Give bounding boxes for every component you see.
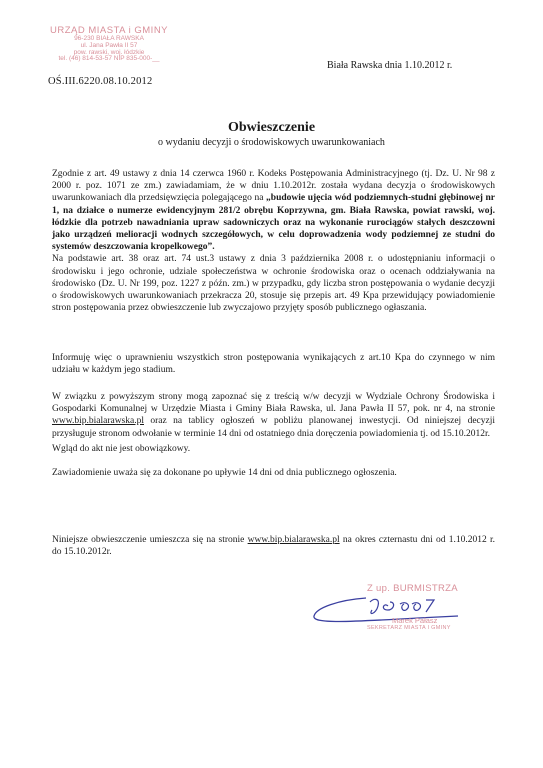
stamp-line-phone: tel. (46) 814-53-57 NIP 835-000-__ (58, 55, 160, 63)
paragraph-notice (52, 168, 495, 314)
signature-authority: Z up. BURMISTRZA (367, 583, 458, 594)
bip-link-publication[interactable]: www.bip.bialarawska.pl (247, 535, 340, 545)
document-subtitle: o wydaniu decyzji o środowiskowych uwarunkowaniach (158, 137, 385, 148)
paragraph-notice-intro: Zgodnie z art. 49 ustawy z dnia 14 czerwca 1960 r. Kodeks Postępowania Administracyjnego (tj. Dz. U. Nr 98 z 2000 r. poz. 1071 ze zm.) zawiadamiam, że w dniu 1.10.2012r. została wydana decyzja o środowiskowych uwarunkowaniach dla przedsięwzięcia polegającego na (52, 169, 495, 204)
stamp-line-county: pow. rawski, woj. łódzkie (73, 48, 145, 56)
stamp-line-office: URZĄD MIASTA i GMINY (49, 25, 169, 36)
reference-number: OŚ.III.6220.08.10.2012 (48, 76, 153, 87)
paragraph-files: Wgląd do akt nie jest obowiązkowy. (52, 444, 191, 454)
paragraph-effective: Zawiadomienie uważa się za dokonane po upływie 14 dni od dnia publicznego ogłoszenia. (52, 468, 397, 478)
paragraph-access-text-end: oraz na tablicy ogłoszeń w pobliżu planowanej inwestycji. Od niniejszej decyzji przysługuje stronom odwołanie w terminie 14 dni od ostatniego dnia doręczenia powiadomienia tj. od 15.10.2012r. (52, 416, 495, 439)
paragraph-legal-basis: Na podstawie art. 38 oraz art. 74 ust.3 ustawy z dnia 3 października 2008 r. o udostępnianiu informacji o środowisku i jego ochronie, udziale społeczeństwa w ochronie środowiska oraz o ocenach oddziaływania na środowisko (Dz. U. Nr 199, poz. 1227 z późn. zm.) w przypadku, gdy liczba stron postępowania o wydanie decyzji o środowiskowych uwarunkowaniach przekracza 20, stosuje się przepis art. 49 Kpa przewidujący powiadomienie stron postępowania przez obwieszczenie lub zwyczajowo przyjęty sposób publicznego ogłaszania. (52, 254, 495, 314)
bip-link[interactable]: www.bip.bialarawska.pl (52, 416, 144, 427)
signatory-role: SEKRETARZ MIASTA I GMINY (367, 625, 451, 631)
paragraph-publication-text: Niniejsze obwieszczenie umieszcza się na stronie (52, 535, 248, 545)
signatory-name: Marek Pałasz (392, 616, 438, 625)
paragraph-publication (52, 534, 495, 558)
stamp-line-street: ul. Jana Pawła II 57 (80, 41, 138, 49)
project-description: „budowie ujęcia wód podziemnych-studni głębinowej nr 1, na działce o numerze ewidencyjnym 281/2 obrębu Koprzywna, gm. Biała Rawska, powiat rawski, woj. łódzkie dla potrzeb nawadniania upraw sadowniczych oraz na wykonanie rurociągów stałych deszczowni jako urządzeń melioracji wodnych szczegółowych, w celu doprowadzenia wody podziemnej ze studni do systemów deszczowania kropelkowego”. (52, 193, 495, 253)
paragraph-publication-text-end: na okres czternastu dni od 1.10.2012 r. do 15.10.2012r. (52, 535, 495, 558)
place-date: Biała Rawska dnia 1.10.2012 r. (327, 60, 453, 71)
stamp-line-postal: 96-230 BIAŁA RAWSKA (74, 34, 144, 42)
paragraph-rights: Informuję więc o uprawnieniu wszystkich stron postępowania wynikających z art.10 Kpa do czynnego w nim udziału w każdym jego stadium. (52, 353, 495, 376)
document-title: Obwieszczenie (227, 120, 316, 135)
paragraph-access (52, 391, 495, 440)
paragraph-access-text: W związku z powyższym strony mogą zapoznać się z treścią w/w decyzji w Wydziale Ochrony Środowiska i Gospodarki Komunalnej w Urzędzie Miasta i Gminy Biała Rawska, ul. Jana Pawła II 57, pok. nr 4, na stronie (52, 392, 495, 415)
office-stamp (34, 26, 184, 63)
handwritten-signature (308, 594, 468, 626)
